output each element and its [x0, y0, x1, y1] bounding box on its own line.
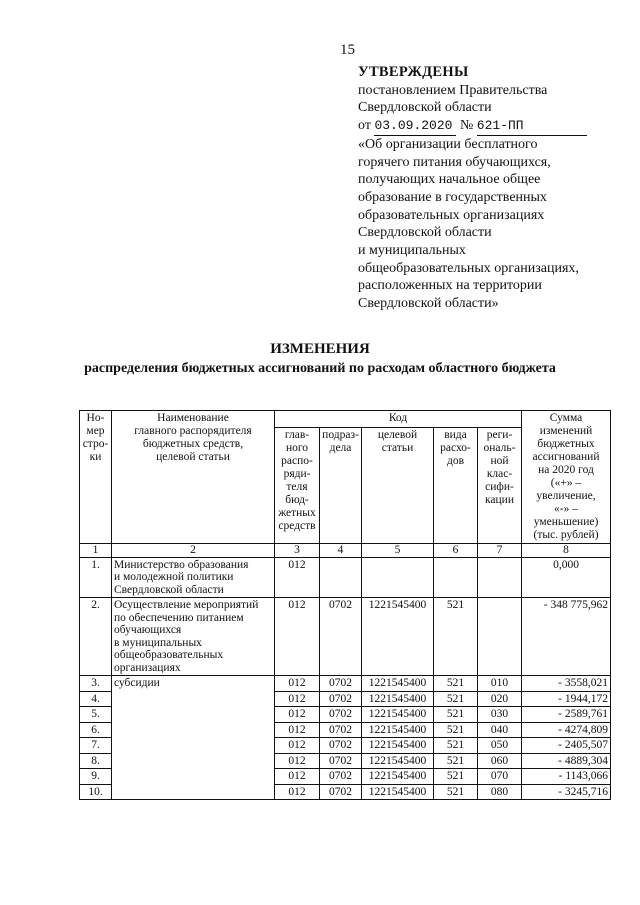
sum-cell: - 1944,172	[522, 691, 611, 707]
name-cell: субсидии	[112, 676, 275, 800]
row-number-cell: 4.	[80, 691, 112, 707]
target-code-cell: 1221545400	[362, 691, 434, 707]
admin-code-cell: 012	[275, 598, 320, 676]
expense-type-cell	[434, 557, 478, 598]
admin-code-cell: 012	[275, 784, 320, 800]
subsection-code-cell: 0702	[320, 738, 362, 754]
expense-type-cell: 521	[434, 753, 478, 769]
sum-cell: 0,000	[522, 557, 611, 598]
subsection-code-cell: 0702	[320, 753, 362, 769]
regional-code-cell: 040	[478, 722, 522, 738]
approval-block	[358, 64, 628, 313]
approval-title-line: образовательных организациях	[358, 207, 545, 223]
header-code-group: Код	[275, 411, 522, 428]
expense-type-cell: 521	[434, 784, 478, 800]
expense-type-cell: 521	[434, 707, 478, 723]
column-number: 8	[522, 544, 611, 558]
name-cell: Осуществление мероприятий по обеспечению питанием обучающихся в муниципальных общеобразовательных организациях	[112, 598, 275, 676]
target-code-cell: 1221545400	[362, 722, 434, 738]
column-number: 2	[112, 544, 275, 558]
target-code-cell: 1221545400	[362, 769, 434, 785]
header-regional: реги- ональ- ной клас- сифи- кации	[478, 428, 522, 544]
expense-type-cell: 521	[434, 676, 478, 692]
row-number-cell: 2.	[80, 598, 112, 676]
subsection-code-cell: 0702	[320, 769, 362, 785]
sum-cell: - 3245,716	[522, 784, 611, 800]
subsection-code-cell: 0702	[320, 722, 362, 738]
approval-title-line: горячего питания обучающихся,	[358, 154, 551, 170]
target-code-cell: 1221545400	[362, 676, 434, 692]
column-number: 6	[434, 544, 478, 558]
column-number: 1	[80, 544, 112, 558]
column-number: 3	[275, 544, 320, 558]
header-subsection: подраз- дела	[320, 428, 362, 544]
row-number-cell: 10.	[80, 784, 112, 800]
sum-cell: - 3558,021	[522, 676, 611, 692]
header-sum: Сумма изменений бюджетных ассигнований на 2020 год («+» – увеличение, «-» – уменьшение) (тыс. рублей)	[522, 411, 611, 544]
admin-code-cell: 012	[275, 738, 320, 754]
column-number: 4	[320, 544, 362, 558]
sum-cell: - 2589,761	[522, 707, 611, 723]
approval-title-line: общеобразовательных организациях,	[358, 260, 579, 276]
page-number: 15	[340, 42, 355, 58]
column-number: 5	[362, 544, 434, 558]
regional-code-cell: 020	[478, 691, 522, 707]
target-code-cell	[362, 557, 434, 598]
approval-title-line: и муниципальных	[358, 243, 466, 259]
admin-code-cell: 012	[275, 769, 320, 785]
admin-code-cell: 012	[275, 676, 320, 692]
subsection-code-cell	[320, 557, 362, 598]
table-row	[80, 598, 611, 676]
header-name: Наименование главного распорядителя бюджетных средств, целевой статьи	[112, 411, 275, 544]
expense-type-cell: 521	[434, 598, 478, 676]
target-code-cell: 1221545400	[362, 598, 434, 676]
budget-table	[79, 410, 611, 800]
row-number-cell: 3.	[80, 676, 112, 692]
admin-code-cell: 012	[275, 707, 320, 723]
approval-date-line	[358, 117, 628, 136]
regional-code-cell: 010	[478, 676, 522, 692]
column-number: 7	[478, 544, 522, 558]
expense-type-cell: 521	[434, 722, 478, 738]
sum-cell: - 348 775,962	[522, 598, 611, 676]
regional-code-cell	[478, 598, 522, 676]
approval-title-line: получающих начальное общее	[358, 172, 541, 188]
subsection-code-cell: 0702	[320, 784, 362, 800]
approval-title-line: Свердловской области	[358, 225, 492, 241]
approval-number: 621-ПП	[477, 117, 587, 136]
row-number-cell: 1.	[80, 557, 112, 598]
regional-code-cell: 070	[478, 769, 522, 785]
subsection-code-cell: 0702	[320, 691, 362, 707]
header-target: целевой статьи	[362, 428, 434, 544]
admin-code-cell: 012	[275, 557, 320, 598]
expense-type-cell: 521	[434, 769, 478, 785]
subsection-code-cell: 0702	[320, 598, 362, 676]
approval-line: постановлением Правительства	[358, 82, 548, 98]
subsection-code-cell: 0702	[320, 707, 362, 723]
row-number-cell: 6.	[80, 722, 112, 738]
admin-code-cell: 012	[275, 722, 320, 738]
regional-code-cell	[478, 557, 522, 598]
date-prefix: от	[358, 118, 371, 134]
sum-cell: - 2405,507	[522, 738, 611, 754]
admin-code-cell: 012	[275, 753, 320, 769]
row-number-cell: 8.	[80, 753, 112, 769]
header-row-number: Но- мер стро- ки	[80, 411, 112, 544]
target-code-cell: 1221545400	[362, 784, 434, 800]
header-expense-type: вида расхо- дов	[434, 428, 478, 544]
target-code-cell: 1221545400	[362, 738, 434, 754]
sum-cell: - 4274,809	[522, 722, 611, 738]
header-main-admin: глав- ного распо- ряди- теля бюд- жетных средств	[275, 428, 320, 544]
target-code-cell: 1221545400	[362, 753, 434, 769]
regional-code-cell: 080	[478, 784, 522, 800]
row-number-cell: 9.	[80, 769, 112, 785]
approval-title-line: Свердловской области»	[358, 296, 499, 312]
document-title: ИЗМЕНЕНИЯ	[270, 341, 370, 357]
approval-date: 03.09.2020	[374, 117, 456, 136]
admin-code-cell: 012	[275, 691, 320, 707]
number-prefix: №	[459, 118, 474, 134]
approval-heading: УТВЕРЖДЕНЫ	[358, 64, 469, 80]
table-row	[80, 557, 611, 598]
approval-title-line: расположенных на территории	[358, 278, 542, 294]
table-row	[80, 676, 611, 692]
subsection-code-cell: 0702	[320, 676, 362, 692]
approval-title-line: «Об организации бесплатного	[358, 136, 538, 152]
name-cell: Министерство образования и молодежной политики Свердловской области	[112, 557, 275, 598]
regional-code-cell: 030	[478, 707, 522, 723]
sum-cell: - 1143,066	[522, 769, 611, 785]
approval-title-line: образование в государственных	[358, 189, 547, 205]
table-body	[80, 557, 611, 800]
expense-type-cell: 521	[434, 691, 478, 707]
row-number-cell: 5.	[80, 707, 112, 723]
regional-code-cell: 050	[478, 738, 522, 754]
document-subtitle: распределения бюджетных ассигнований по расходам областного бюджета	[84, 361, 556, 376]
target-code-cell: 1221545400	[362, 707, 434, 723]
approval-line: Свердловской области	[358, 100, 492, 116]
sum-cell: - 4889,304	[522, 753, 611, 769]
regional-code-cell: 060	[478, 753, 522, 769]
row-number-cell: 7.	[80, 738, 112, 754]
expense-type-cell: 521	[434, 738, 478, 754]
